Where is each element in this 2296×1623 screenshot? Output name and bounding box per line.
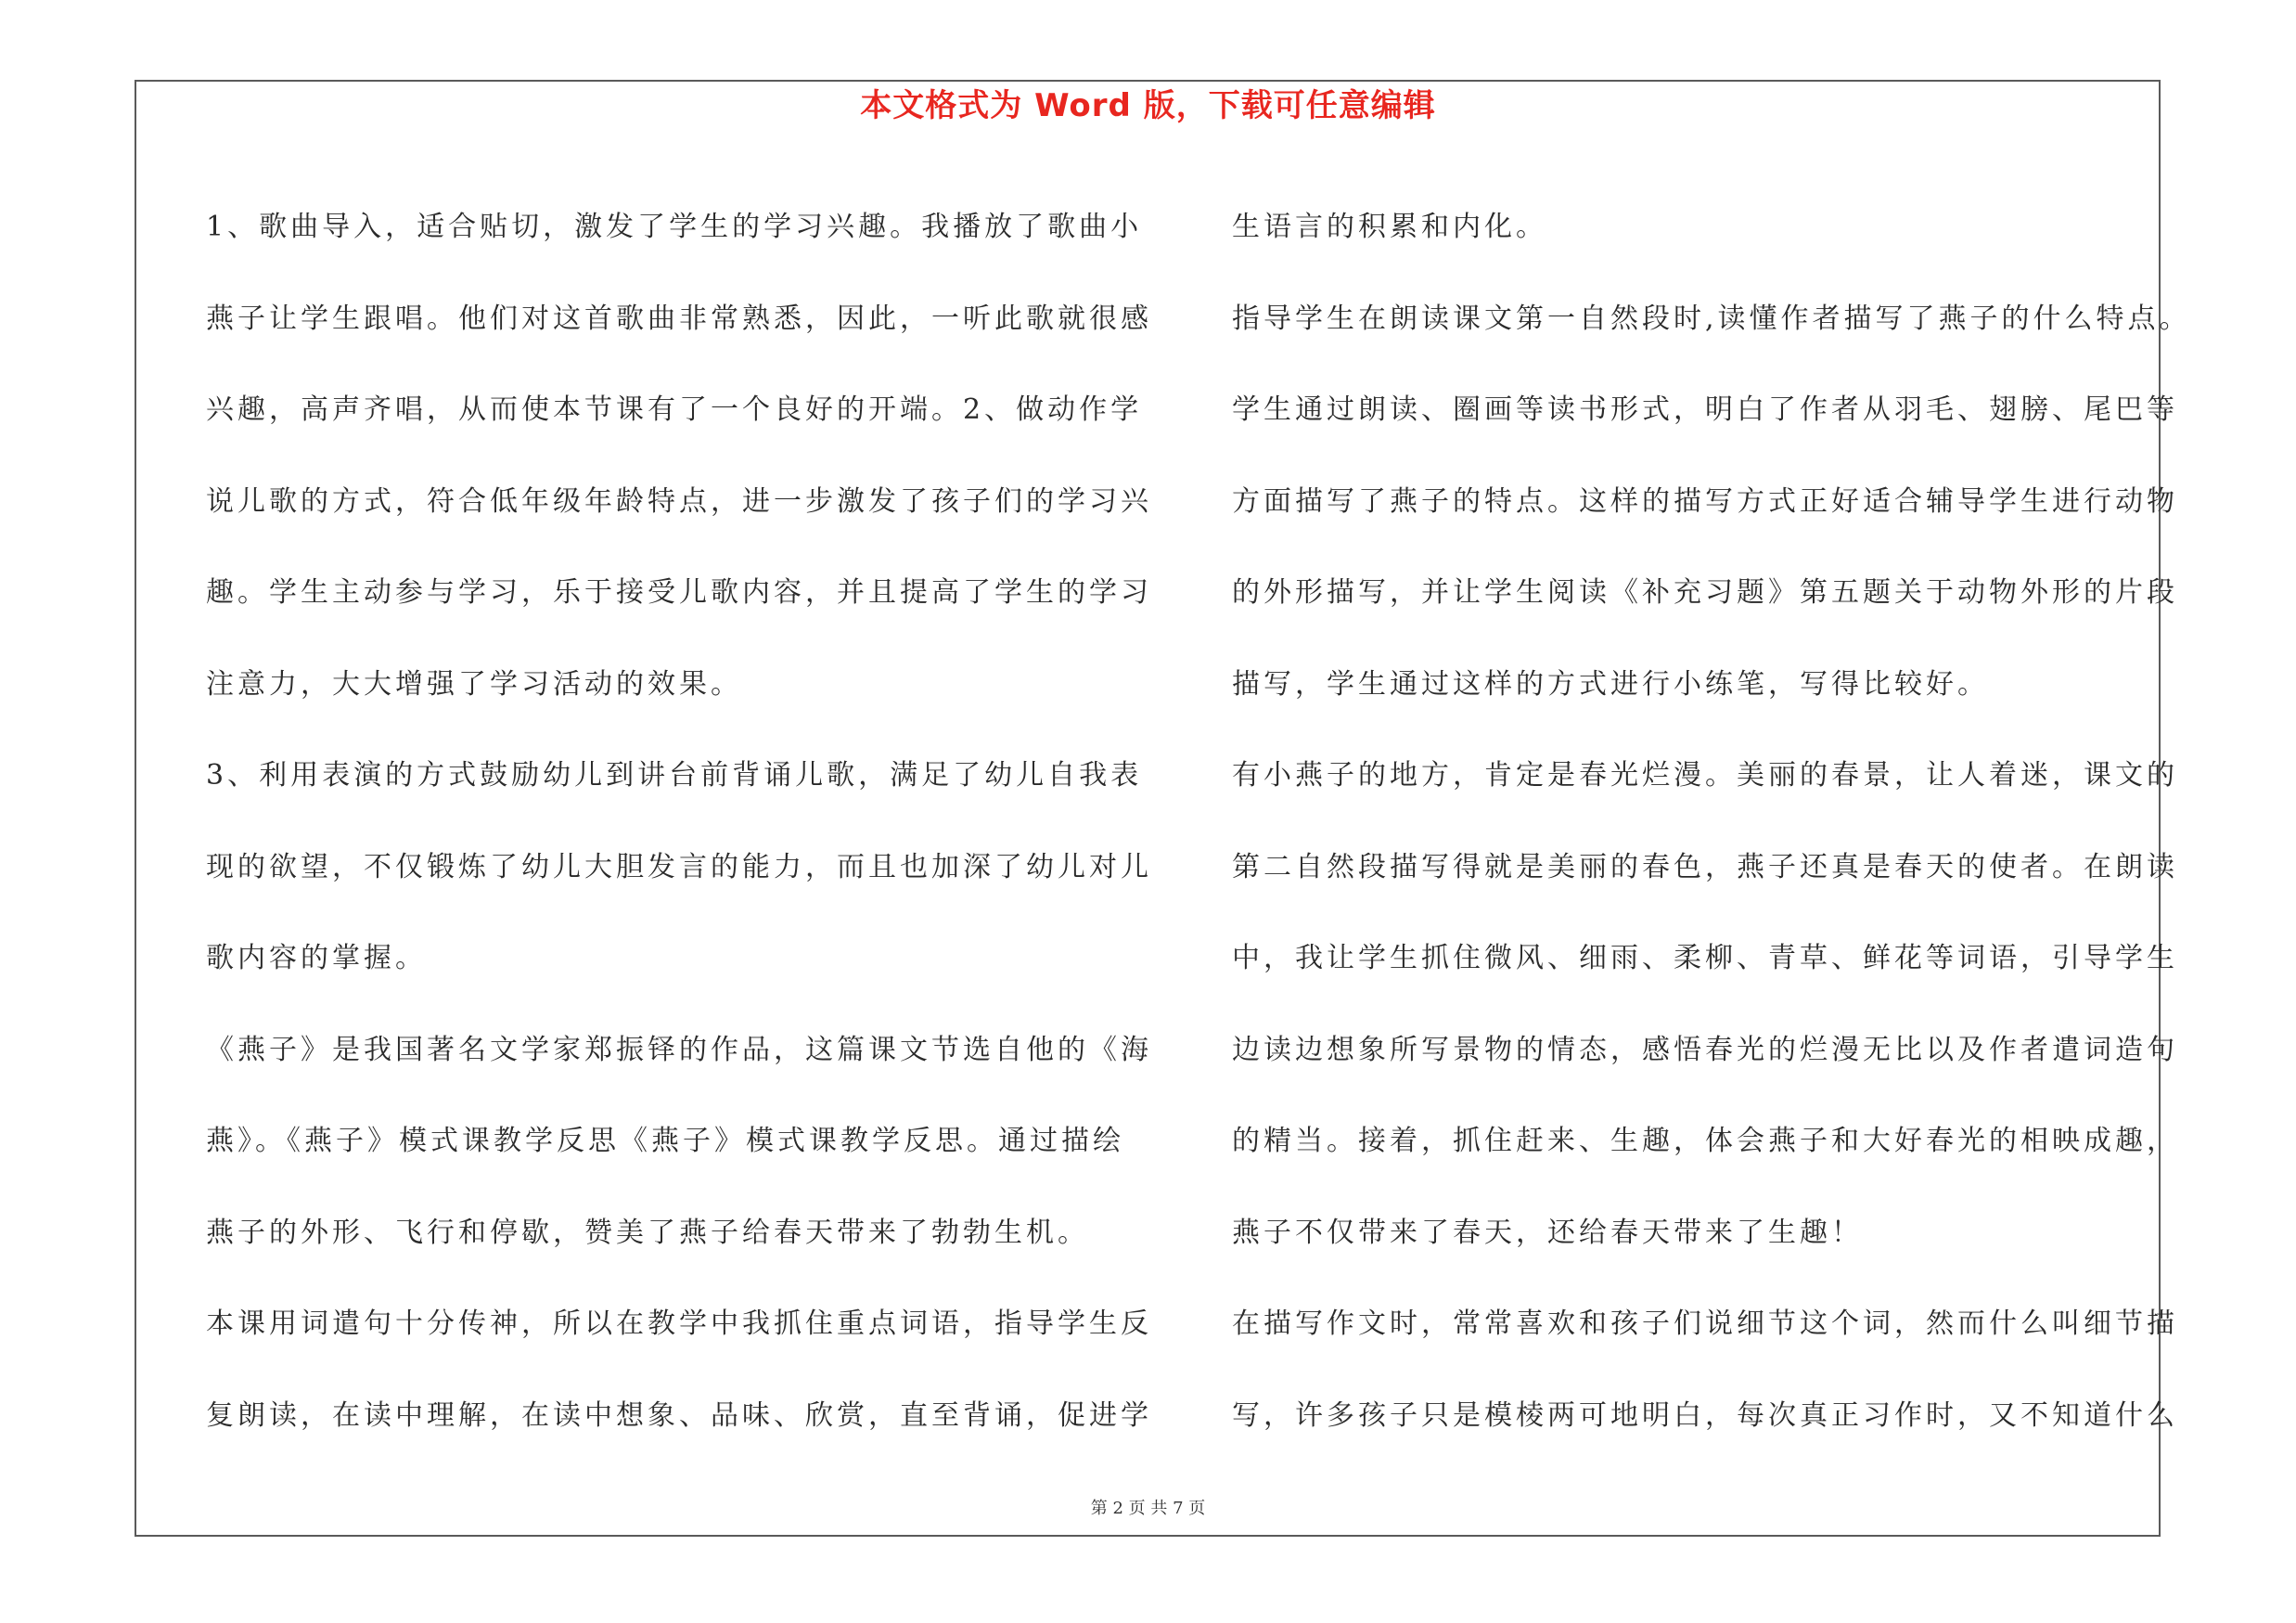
text-line: 趣。学生主动参与学习，乐于接受儿歌内容，并且提高了学生的学习 [206,576,1152,609]
format-banner: 本文格式为 Word 版，下载可任意编辑 [860,87,1436,124]
text-line: 学生通过朗读、圈画等读书形式，明白了作者从羽毛、翅膀、尾巴等 [1232,393,2178,426]
text-line: 生语言的积累和内化。 [1232,211,1547,243]
left-column [206,182,1152,1462]
text-line: 在描写作文时，常常喜欢和孩子们说细节这个词，然而什么叫细节描 [1232,1307,2178,1340]
text-line: 中，我让学生抓住微风、细雨、柔柳、青草、鲜花等词语，引导学生 [1232,942,2178,974]
text-line: 边读边想象所写景物的情态，感悟春光的烂漫无比以及作者遣词造句 [1232,1033,2178,1066]
text-line: 3、利用表演的方式鼓励幼儿到讲台前背诵儿歌，满足了幼儿自我表 [206,759,1143,792]
text-line: 本课用词遣句十分传神，所以在教学中我抓住重点词语，指导学生反 [206,1307,1152,1340]
text-line: 燕子不仅带来了春天，还给春天带来了生趣！ [1232,1216,1863,1249]
text-line: 第二自然段描写得就是美丽的春色，燕子还真是春天的使者。在朗读 [1232,850,2178,883]
text-line: 的外形描写，并让学生阅读《补充习题》第五题关于动物外形的片段 [1232,576,2178,609]
text-line: 描写，学生通过这样的方式进行小练笔，写得比较好。 [1232,667,1989,701]
text-line: 燕子让学生跟唱。他们对这首歌曲非常熟悉，因此，一听此歌就很感 [206,302,1152,335]
text-line: 《燕子》是我国著名文学家郑振铎的作品，这篇课文节选自他的《海 [206,1033,1152,1066]
text-line: 的精当。接着，抓住赶来、生趣，体会燕子和大好春光的相映成趣， [1232,1125,2178,1157]
text-line: 1、歌曲导入，适合贴切，激发了学生的学习兴趣。我播放了歌曲小 [206,211,1143,243]
text-line: 燕》。《燕子》模式课教学反思《燕子》模式课教学反思。通过描绘 [206,1125,1124,1157]
text-line: 方面描写了燕子的特点。这样的描写方式正好适合辅导学生进行动物 [1232,484,2178,518]
text-line: 兴趣，高声齐唱，从而使本节课有了一个良好的开端。2、做动作学 [206,393,1143,426]
text-line: 注意力，大大增强了学习活动的效果。 [206,667,742,701]
text-line: 指导学生在朗读课文第一自然段时,读懂作者描写了燕子的什么特点。 [1232,302,2191,335]
text-line: 现的欲望，不仅锻炼了幼儿大胆发言的能力，而且也加深了幼儿对儿 [206,850,1152,883]
page-number: 第 2 页 共 7 页 [1090,1499,1206,1518]
text-line: 说儿歌的方式，符合低年级年龄特点，进一步激发了孩子们的学习兴 [206,484,1152,518]
text-line: 歌内容的掌握。 [206,942,427,974]
text-line: 写，许多孩子只是模棱两可地明白，每次真正习作时，又不知道什么 [1232,1398,2178,1432]
text-line: 燕子的外形、飞行和停歇，赞美了燕子给春天带来了勃勃生机。 [206,1216,1089,1249]
right-column [1232,182,2191,1462]
text-line: 复朗读，在读中理解，在读中想象、品味、欣赏，直至背诵，促进学 [206,1398,1152,1432]
text-line: 有小燕子的地方，肯定是春光烂漫。美丽的春景，让人着迷，课文的 [1232,759,2178,792]
